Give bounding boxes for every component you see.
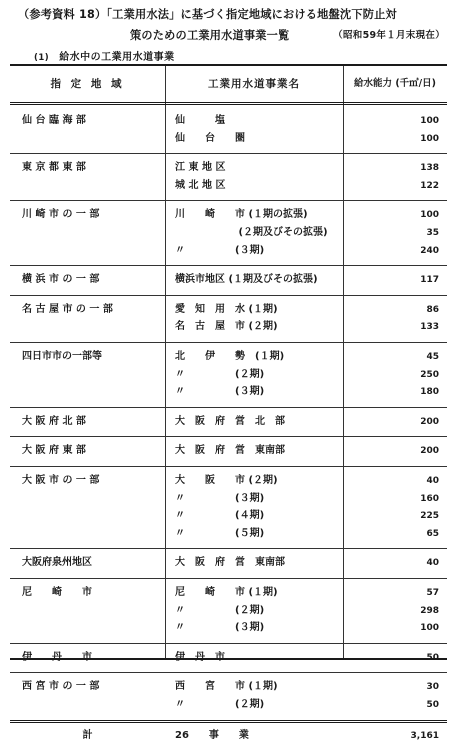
header-project: 工業用水道事業名 xyxy=(208,78,300,90)
row-divider xyxy=(10,407,447,408)
capacity-value: 40 xyxy=(426,558,439,569)
project-name: 愛 知 用 水 (１期) xyxy=(175,303,278,315)
capacity-value: 50 xyxy=(426,700,439,710)
region-name: 尼 崎 市 xyxy=(22,587,92,598)
title-line-1: （参考資料 18）「工業用水法」に基づく指定地域における地盤沈下防止対 xyxy=(18,8,397,21)
project-name: 大 阪 府 営 北 部 xyxy=(175,415,285,427)
capacity-value: 65 xyxy=(426,528,439,539)
project-name: 西 宮 市 (１期) xyxy=(175,681,278,693)
project-name: 大 阪 府 営 東南部 xyxy=(175,557,285,569)
section-heading xyxy=(34,48,175,63)
project-name: 大 阪 府 営 東南部 xyxy=(175,445,285,457)
capacity-value: 35 xyxy=(426,228,439,238)
capacity-value: 298 xyxy=(420,605,439,616)
region-name: 西 宮 市 の 一 部 xyxy=(22,681,100,693)
project-name: 仙 台 圏 xyxy=(175,132,245,144)
project-name: 〃 (５期) xyxy=(175,527,265,539)
capacity-value: 86 xyxy=(426,304,439,315)
capacity-value: 160 xyxy=(420,493,439,504)
capacity-value: 100 xyxy=(420,133,439,144)
project-name: 〃 (２期) xyxy=(175,604,265,616)
project-name: 名 古 屋 市 (２期) xyxy=(175,321,278,333)
capacity-value: 50 xyxy=(426,652,439,663)
project-name: 仙 塩 xyxy=(175,115,225,126)
capacity-value: 200 xyxy=(420,446,439,457)
row-divider xyxy=(10,672,447,673)
capacity-value: 122 xyxy=(420,180,439,191)
header-region: 指 定 地 域 xyxy=(50,78,125,90)
as-of-date: （昭和59年１月末現在） xyxy=(333,30,445,41)
region-name: 横 浜 市 の 一 部 xyxy=(22,274,100,286)
row-divider xyxy=(10,436,447,437)
project-name: (２期及びその拡張) xyxy=(175,227,328,238)
project-name: 江 東 地 区 xyxy=(175,162,226,174)
row-divider xyxy=(10,342,447,343)
project-name: 〃 (２期) xyxy=(175,699,265,710)
project-name: 尼 崎 市 (１期) xyxy=(175,587,278,598)
project-name: 横浜市地区 (１期及びその拡張) xyxy=(175,274,318,286)
capacity-value: 30 xyxy=(426,682,439,693)
project-name: 〃 (３期) xyxy=(175,244,265,256)
row-divider xyxy=(10,578,447,579)
section-title: 給水中の工業用水道事業 xyxy=(59,52,175,63)
section-number: (1) xyxy=(34,53,50,63)
region-name: 大 阪 府 北 部 xyxy=(22,415,86,427)
project-name: 北 伊 勢 (１期) xyxy=(175,351,285,362)
project-name: 大 阪 市 (２期) xyxy=(175,475,278,486)
capacity-value: 200 xyxy=(420,416,439,427)
region-name: 川 崎 市 の 一 部 xyxy=(22,209,100,221)
total-project-count: 26 事 業 xyxy=(175,729,249,741)
project-name: 〃 (３期) xyxy=(175,622,265,634)
project-name: 城 北 地 区 xyxy=(175,179,226,191)
capacity-value: 45 xyxy=(426,352,439,362)
row-divider xyxy=(10,200,447,201)
project-name: 〃 (３期) xyxy=(175,386,265,398)
capacity-value: 180 xyxy=(420,387,439,398)
total-label: 計 xyxy=(82,729,93,741)
capacity-value: 250 xyxy=(420,369,439,380)
project-name: 〃 (４期) xyxy=(175,510,265,522)
row-divider xyxy=(10,295,447,296)
water-project-table xyxy=(10,64,447,741)
row-divider xyxy=(10,466,447,467)
region-name: 名 古 屋 市 の 一 部 xyxy=(22,303,113,315)
region-name: 東 京 都 東 部 xyxy=(22,162,86,174)
total-capacity: 3,161 xyxy=(410,730,439,741)
row-divider xyxy=(10,265,447,266)
region-name: 四日市市の一部等 xyxy=(22,351,102,362)
region-name: 仙 台 臨 海 部 xyxy=(22,115,86,126)
capacity-value: 133 xyxy=(420,322,439,333)
capacity-value: 240 xyxy=(420,245,439,256)
capacity-value: 138 xyxy=(420,163,439,174)
capacity-value: 57 xyxy=(426,588,439,598)
region-name: 大 阪 市 の 一 部 xyxy=(22,475,100,486)
row-divider xyxy=(10,153,447,154)
project-name: 川 崎 市 (１期の拡張) xyxy=(175,209,308,221)
column-divider xyxy=(165,66,166,658)
title-line-2: 策のための工業用水道事業一覧 xyxy=(130,29,290,42)
capacity-value: 117 xyxy=(420,275,439,286)
project-name: 伊 丹 市 xyxy=(175,651,225,663)
capacity-value: 40 xyxy=(426,476,439,486)
capacity-value: 225 xyxy=(420,511,439,522)
capacity-value: 100 xyxy=(420,116,439,126)
region-name: 大阪府泉州地区 xyxy=(22,557,92,569)
row-divider xyxy=(10,643,447,644)
region-name: 伊 丹 市 xyxy=(22,651,92,663)
project-name: 〃 (３期) xyxy=(175,492,265,504)
header-rule xyxy=(10,102,447,105)
region-name: 大 阪 府 東 部 xyxy=(22,445,86,457)
capacity-value: 100 xyxy=(420,623,439,634)
project-name: 〃 (２期) xyxy=(175,368,265,380)
capacity-value: 100 xyxy=(420,210,439,221)
row-divider xyxy=(10,548,447,549)
header-capacity: 給水能力 (千㎥/日) xyxy=(354,78,436,89)
row-divider xyxy=(10,720,447,723)
column-divider xyxy=(343,66,344,658)
